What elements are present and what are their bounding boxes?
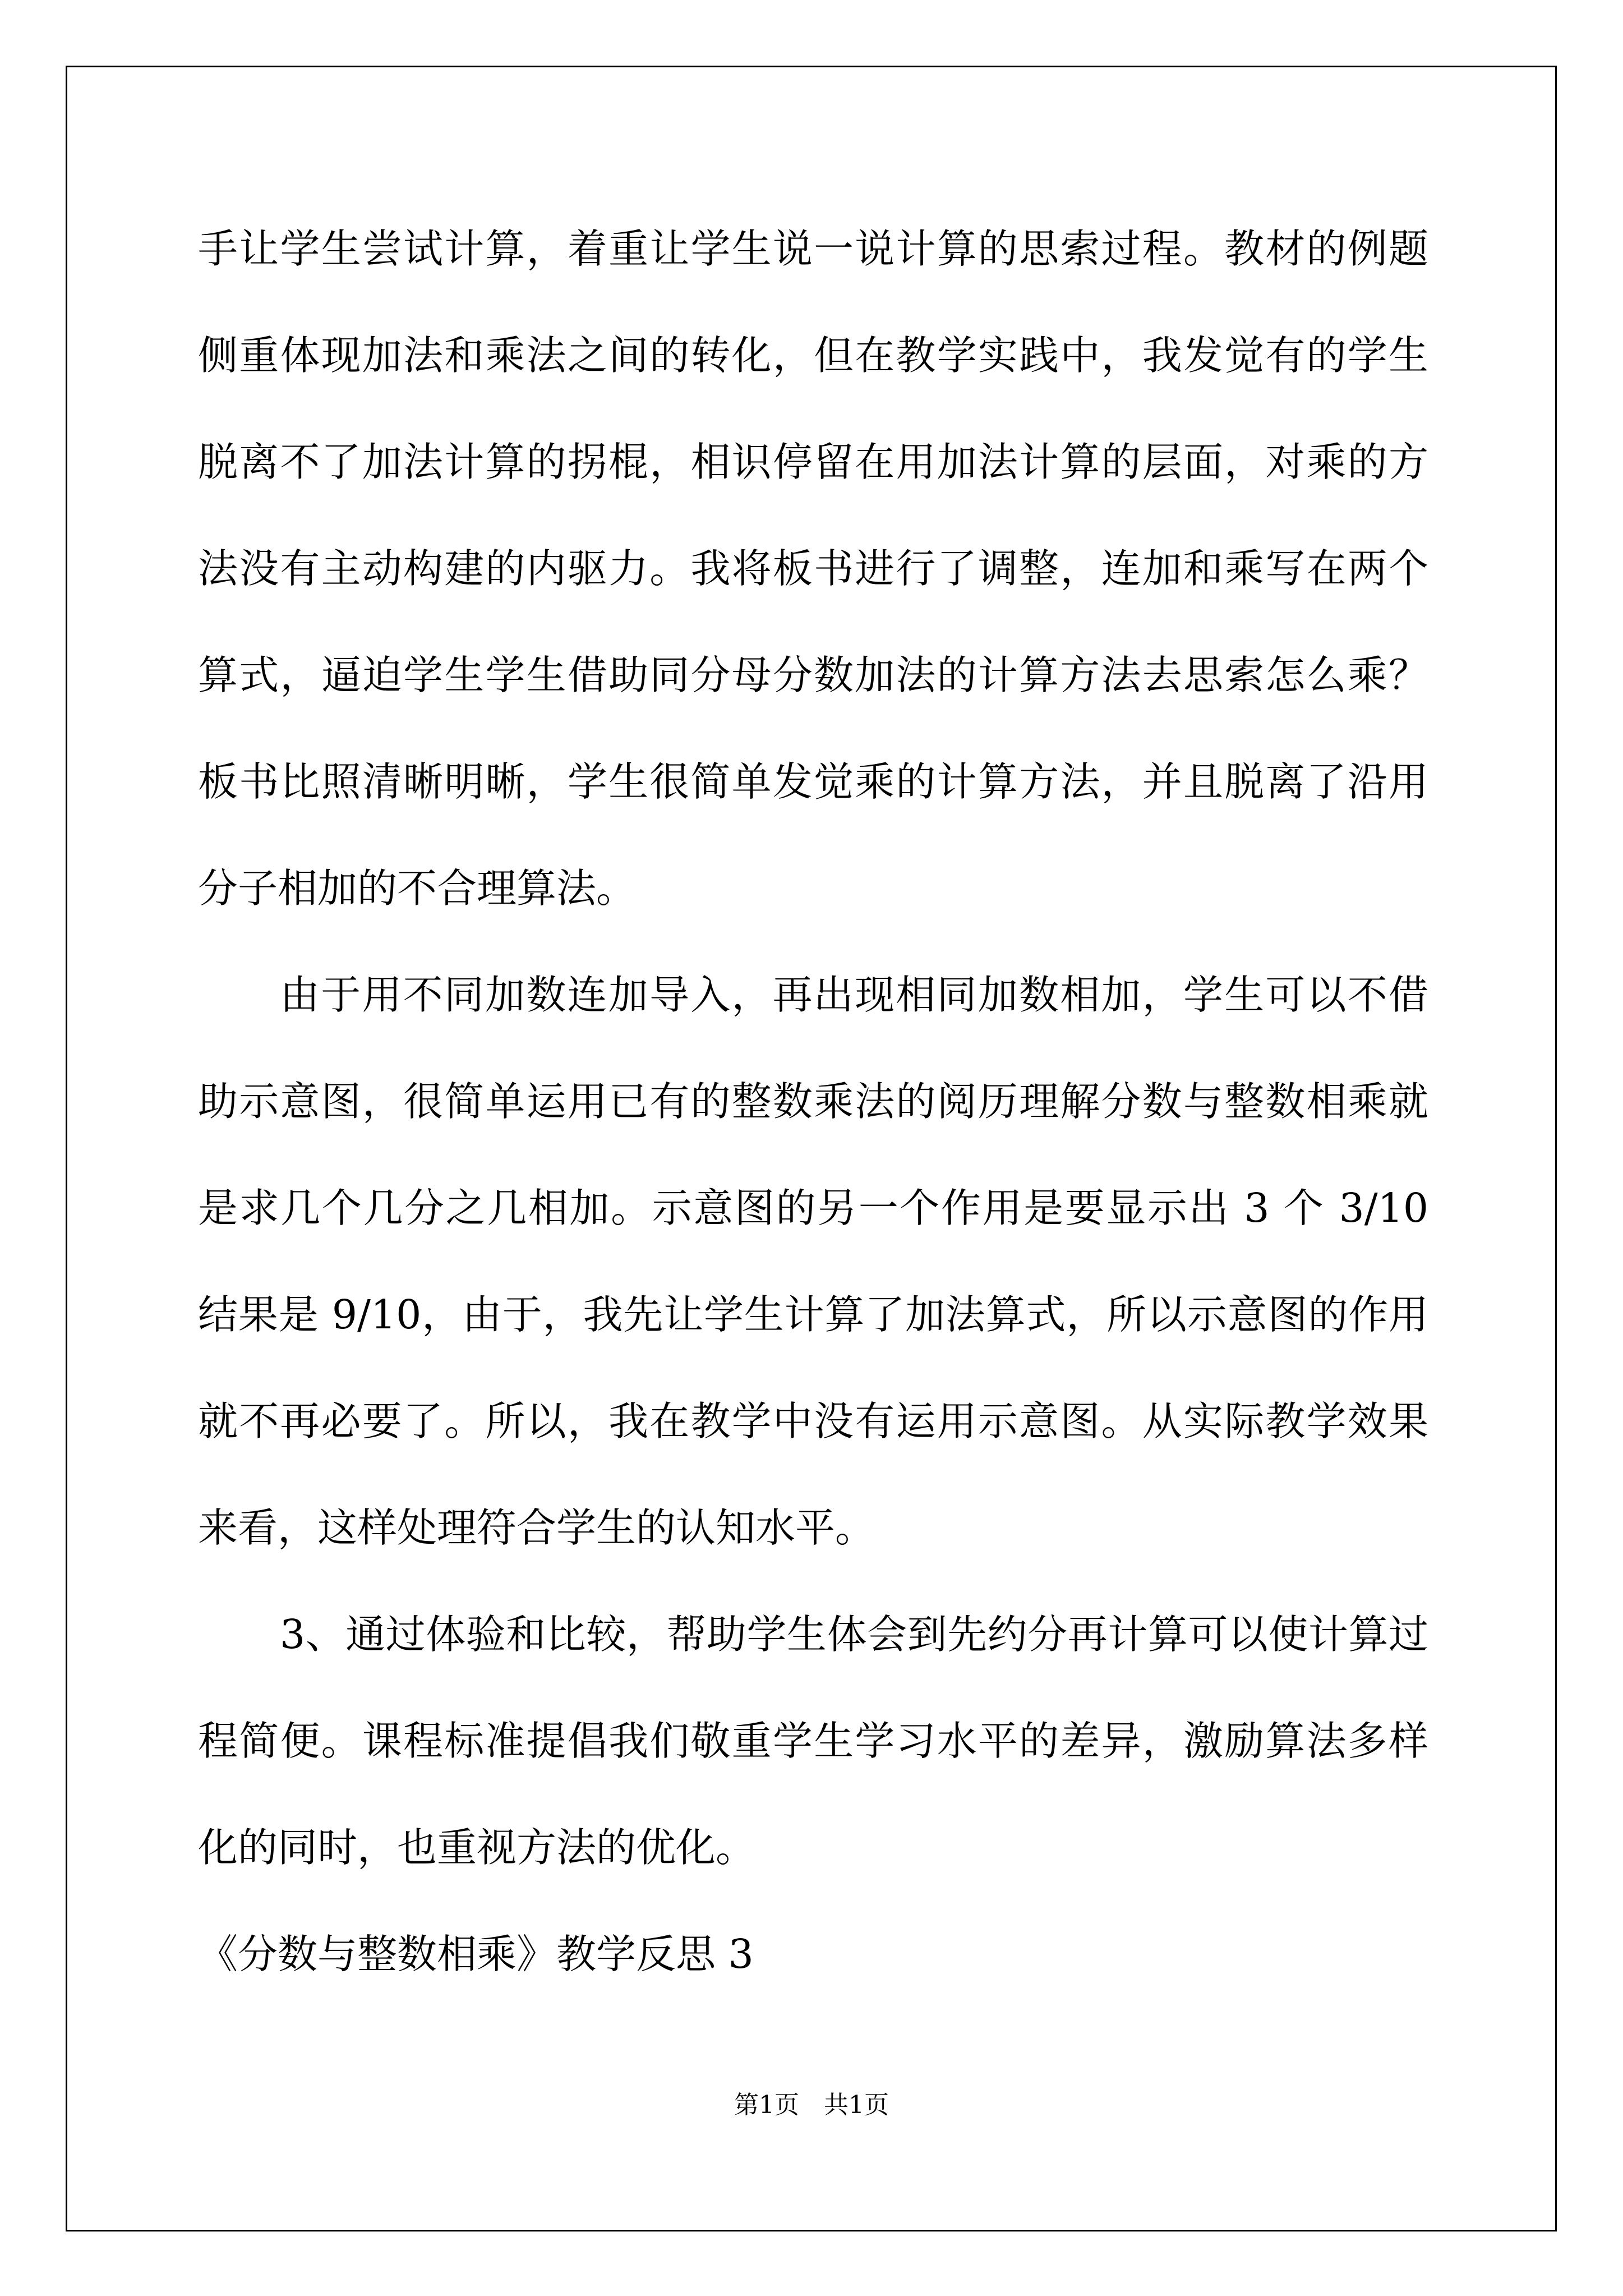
text-line: 3、通过体验和比较，帮助学生体会到先约分再计算可以使计算过 bbox=[280, 1611, 1428, 1658]
text-line: 脱离不了加法计算的拐棍，相识停留在用加法计算的层面，对乘的方 bbox=[198, 439, 1428, 485]
text-line: 结果是 9/10，由于，我先让学生计算了加法算式，所以示意图的作用 bbox=[198, 1291, 1428, 1338]
paragraph bbox=[198, 1581, 1428, 1901]
text-line: 就不再必要了。所以，我在教学中没有运用示意图。从实际教学效果 bbox=[198, 1398, 1428, 1444]
paragraph bbox=[198, 942, 1428, 1581]
text-line: 分子相加的不合理算法。 bbox=[198, 865, 637, 912]
text-line: 侧重体现加法和乘法之间的转化，但在教学实践中，我发觉有的学生 bbox=[198, 332, 1428, 379]
text-line: 手让学生尝试计算，着重让学生说一说计算的思索过程。教材的例题 bbox=[198, 226, 1428, 272]
text-line: 算式，逼迫学生学生借助同分母分数加法的计算方法去思索怎么乘？ bbox=[198, 652, 1428, 698]
text-line: 化的同时，也重视方法的优化。 bbox=[198, 1824, 756, 1871]
text-line: 由于用不同加数连加导入，再出现相同加数相加，学生可以不借 bbox=[280, 972, 1428, 1018]
paragraph bbox=[198, 196, 1428, 942]
text-line: 法没有主动构建的内驱力。我将板书进行了调整，连加和乘写在两个 bbox=[198, 545, 1428, 592]
text-line: 来看，这样处理符合学生的认知水平。 bbox=[198, 1504, 875, 1551]
document-body bbox=[198, 196, 1428, 2008]
text-line: 助示意图，很简单运用已有的整数乘法的阅历理解分数与整数相乘就 bbox=[198, 1078, 1428, 1125]
text-line: 程简便。课程标准提倡我们敬重学生学习水平的差异，激励算法多样 bbox=[198, 1718, 1428, 1764]
text-line: 是求几个几分之几相加。示意图的另一个作用是要显示出 3 个 3/10 bbox=[198, 1185, 1428, 1231]
page-footer: 第1页 共1页 bbox=[734, 2091, 889, 2119]
section-heading: 《分数与整数相乘》教学反思 3 bbox=[198, 1931, 754, 1977]
text-line: 板书比照清晰明晰，学生很简单发觉乘的计算方法，并且脱离了沿用 bbox=[198, 758, 1428, 805]
